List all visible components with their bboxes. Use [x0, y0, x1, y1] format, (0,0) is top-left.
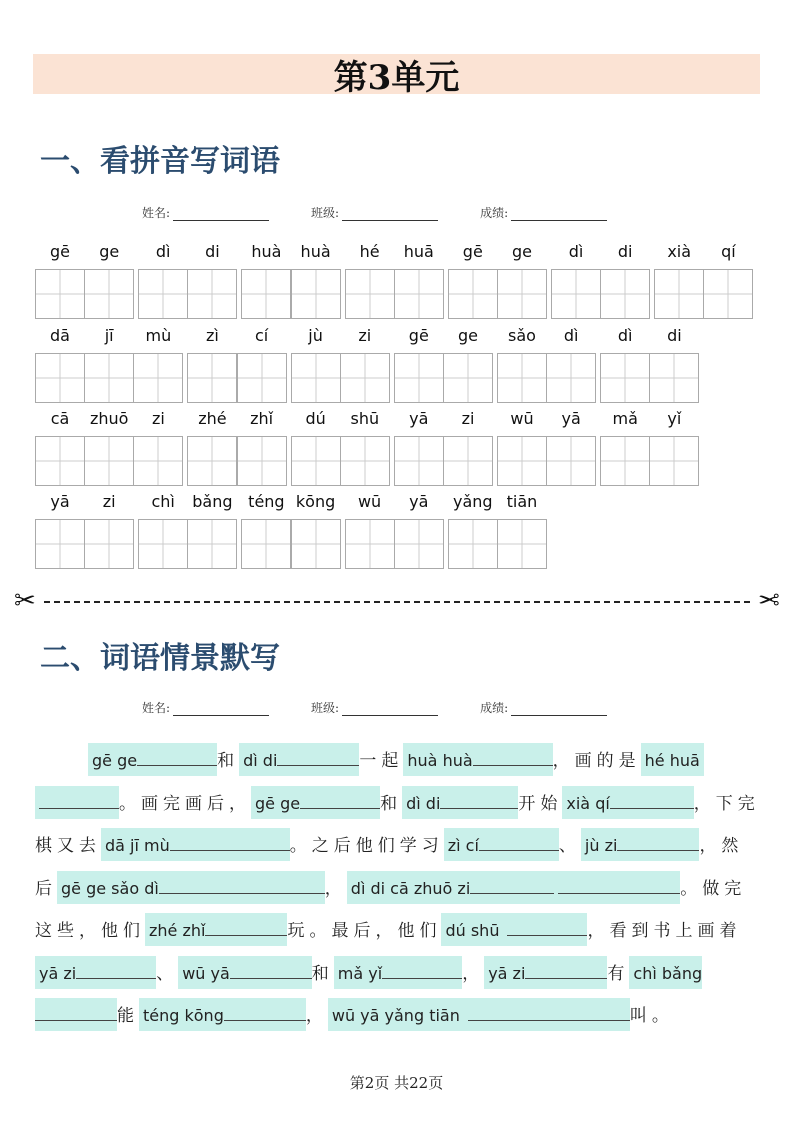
pinyin-syllable: mǎ: [612, 409, 638, 428]
blank-pinyin: zì cí: [447, 836, 479, 855]
blank-underline: [440, 794, 518, 809]
dashed-divider: [44, 601, 750, 603]
pinyin-syllable: jù: [308, 326, 323, 345]
answer-blank[interactable]: [35, 956, 156, 989]
answer-blank[interactable]: [581, 828, 700, 861]
pinyin-syllable: gē: [408, 326, 429, 345]
name-label: 姓名:: [142, 701, 171, 715]
pinyin-syllable: tiān: [506, 492, 538, 511]
pinyin-syllable: dì: [568, 242, 584, 261]
name-label: 姓名:: [142, 206, 171, 220]
pinyin-syllable: gē: [462, 242, 483, 261]
writing-cell[interactable]: [497, 519, 547, 569]
writing-cell[interactable]: [600, 353, 650, 403]
pinyin-syllable: yǎng: [453, 492, 493, 511]
writing-cell[interactable]: [35, 519, 85, 569]
blank-underline: [224, 1006, 306, 1021]
pinyin-syllable: chì: [151, 492, 175, 511]
pinyin-syllable: yǐ: [667, 409, 682, 428]
fill-in-passage: [35, 740, 760, 1038]
answer-blank[interactable]: [403, 743, 552, 776]
pinyin-syllable: kōng: [295, 492, 336, 511]
writing-cell[interactable]: [237, 353, 287, 403]
scissors-icon: ✂: [14, 586, 36, 616]
pinyin-syllable: shū: [350, 409, 380, 428]
blank-pinyin: téng kōng: [143, 1006, 224, 1025]
pinyin-syllable: dì: [155, 242, 171, 261]
blank-pinyin: dì di: [243, 751, 278, 770]
pinyin-syllable: ge: [512, 242, 532, 261]
pinyin-syllable: bǎng: [192, 492, 233, 511]
pinyin-syllable: di: [617, 242, 633, 261]
class-label: 班级:: [311, 206, 340, 220]
blank-pinyin: gē ge: [92, 751, 138, 770]
passage-text: 一起: [359, 751, 404, 771]
writing-cell[interactable]: [291, 436, 341, 486]
pinyin-syllable: zhé: [198, 409, 227, 428]
blank-pinyin: wū yā: [182, 963, 230, 983]
cut-line: [14, 586, 780, 616]
pinyin-syllable: zi: [461, 409, 475, 428]
writing-cell[interactable]: [394, 269, 444, 319]
writing-cell[interactable]: [443, 436, 493, 486]
answer-blank[interactable]: [484, 956, 607, 989]
name-field[interactable]: [173, 208, 269, 221]
blank-pinyin: dú shū: [445, 921, 500, 940]
passage-text: ，下完棋又去: [35, 793, 760, 856]
score-field[interactable]: [511, 208, 607, 221]
pinyin-syllable: cā: [50, 409, 70, 428]
pinyin-syllable: téng: [248, 492, 285, 511]
blank-pinyin: dì di cā zhuō zi: [350, 878, 471, 898]
passage-text: 和: [311, 963, 334, 984]
passage-text: 。画完画后，: [119, 793, 251, 814]
blank-underline: [277, 751, 359, 766]
answer-blank[interactable]: [88, 743, 217, 776]
blank-pinyin: chì bǎng: [633, 963, 703, 983]
pinyin-syllable: gē: [50, 242, 70, 261]
writing-cell[interactable]: [35, 436, 85, 486]
answer-blank[interactable]: [139, 998, 306, 1031]
class-field[interactable]: [342, 208, 438, 221]
writing-cell[interactable]: [291, 353, 341, 403]
writing-cell[interactable]: [84, 269, 134, 319]
pinyin-syllable: ge: [99, 242, 120, 261]
writing-cell[interactable]: [546, 436, 596, 486]
blank-underline: [39, 794, 119, 809]
writing-cell[interactable]: [187, 353, 237, 403]
writing-cell[interactable]: [345, 269, 395, 319]
pinyin-syllable: yā: [409, 409, 429, 428]
writing-cell[interactable]: [551, 269, 601, 319]
answer-blank[interactable]: [641, 743, 704, 776]
writing-cell[interactable]: [133, 436, 183, 486]
pinyin-syllable: sǎo: [508, 326, 536, 345]
answer-blank[interactable]: [347, 871, 554, 904]
pinyin-syllable: qí: [721, 242, 736, 261]
passage-text: ，: [462, 963, 485, 984]
blank-pinyin: yā zi: [39, 963, 77, 983]
answer-blank[interactable]: [101, 828, 290, 861]
scissors-icon: ✂: [758, 586, 780, 616]
answer-blank[interactable]: [334, 956, 462, 989]
page-footer: 第2页 共22页: [349, 1074, 444, 1092]
writing-cell[interactable]: [654, 269, 704, 319]
writing-cell[interactable]: [291, 519, 341, 569]
blank-underline: [470, 879, 554, 894]
score-field[interactable]: [511, 703, 607, 716]
answer-blank[interactable]: [35, 786, 119, 819]
blank-pinyin: gē ge: [255, 793, 301, 813]
answer-blank[interactable]: [178, 956, 312, 989]
pinyin-syllable: hé: [359, 242, 380, 261]
unit-title: 第3单元: [333, 57, 460, 98]
passage-text: 有: [607, 963, 630, 984]
blank-underline: [159, 879, 325, 894]
blank-pinyin: xià qí: [566, 793, 610, 813]
pinyin-syllable: huā: [403, 242, 434, 261]
pinyin-syllable: di: [205, 242, 220, 261]
writing-cell[interactable]: [187, 436, 237, 486]
passage-text: ，: [324, 878, 347, 899]
pinyin-syllable: dì: [563, 326, 579, 345]
name-field[interactable]: [173, 703, 269, 716]
writing-cell[interactable]: [138, 269, 188, 319]
blank-underline: [610, 794, 694, 809]
blank-underline: [170, 836, 290, 851]
blank-underline: [558, 879, 680, 894]
writing-cell[interactable]: [394, 519, 444, 569]
blank-underline: [35, 1006, 117, 1021]
writing-cell[interactable]: [187, 269, 237, 319]
writing-cell[interactable]: [600, 436, 650, 486]
passage-text: ，看到书上画着: [587, 921, 742, 941]
section2-title: 二、词语情景默写: [40, 641, 280, 676]
writing-cell[interactable]: [649, 353, 699, 403]
blank-underline: [617, 836, 699, 851]
blank-pinyin: hé huā: [644, 751, 700, 770]
writing-cell[interactable]: [600, 269, 650, 319]
pinyin-syllable: zi: [151, 409, 165, 428]
passage-text: 和: [217, 751, 240, 771]
pinyin-syllable: ge: [458, 326, 478, 345]
student-info-2: [142, 699, 662, 716]
blank-underline: [137, 751, 217, 766]
passage-text: 和: [380, 793, 403, 814]
answer-blank[interactable]: [328, 998, 464, 1031]
pinyin-syllable: zi: [358, 326, 372, 345]
blank-underline: [507, 921, 587, 936]
writing-cell[interactable]: [84, 353, 134, 403]
pinyin-syllable: dú: [305, 409, 326, 428]
writing-cell[interactable]: [133, 353, 183, 403]
writing-cell[interactable]: [443, 353, 493, 403]
pinyin-syllable: cí: [254, 326, 269, 345]
blank-underline: [205, 921, 287, 936]
blank-underline: [525, 964, 607, 979]
class-field[interactable]: [342, 703, 438, 716]
writing-cell[interactable]: [649, 436, 699, 486]
writing-cell[interactable]: [448, 519, 498, 569]
blank-pinyin: dì di: [406, 793, 441, 813]
pinyin-syllable: dā: [50, 326, 70, 345]
writing-cell[interactable]: [291, 269, 341, 319]
blank-underline: [473, 751, 553, 766]
writing-cell[interactable]: [394, 436, 444, 486]
writing-cell[interactable]: [340, 436, 390, 486]
blank-underline: [479, 836, 559, 851]
writing-cell[interactable]: [448, 269, 498, 319]
pinyin-syllable: zhuō: [89, 409, 129, 428]
answer-blank[interactable]: [562, 786, 693, 819]
answer-blank[interactable]: [145, 913, 287, 946]
blank-underline: [230, 964, 312, 979]
blank-pinyin: jù zi: [584, 836, 618, 855]
pinyin-syllable: zì: [205, 326, 219, 345]
blank-underline: [468, 1006, 630, 1021]
pinyin-syllable: yā: [561, 409, 581, 428]
writing-cell[interactable]: [497, 269, 547, 319]
writing-cell[interactable]: [237, 436, 287, 486]
blank-pinyin: huà huà: [407, 751, 473, 770]
blank-underline: [382, 964, 462, 979]
writing-cell[interactable]: [35, 353, 85, 403]
pinyin-syllable: jī: [104, 326, 114, 345]
pinyin-syllable: mù: [145, 326, 172, 345]
blank-pinyin: gē ge sǎo dì: [61, 878, 159, 898]
blank-underline: [76, 964, 156, 979]
unit-title-bar: [33, 54, 760, 98]
pinyin-syllable: wū: [357, 492, 382, 511]
writing-cell[interactable]: [241, 519, 291, 569]
passage-text: 、: [156, 963, 179, 984]
writing-cell[interactable]: [84, 519, 134, 569]
passage-text: 叫。: [629, 1006, 674, 1026]
writing-cell[interactable]: [241, 269, 291, 319]
writing-cell[interactable]: [345, 519, 395, 569]
passage-text: ，: [305, 1006, 328, 1026]
section1-title: 一、看拼音写词语: [40, 144, 280, 179]
passage-text: 、: [558, 836, 581, 856]
passage-text: ，然后: [35, 836, 744, 899]
writing-cell[interactable]: [703, 269, 753, 319]
pinyin-syllable: xià: [667, 242, 692, 261]
writing-cell[interactable]: [394, 353, 444, 403]
blank-pinyin: mǎ yǐ: [337, 963, 383, 983]
writing-cell[interactable]: [187, 519, 237, 569]
pinyin-syllable: di: [667, 326, 682, 345]
pinyin-syllable: yā: [50, 492, 70, 511]
writing-cell[interactable]: [84, 436, 134, 486]
pinyin-syllable: zhǐ: [250, 409, 274, 428]
blank-pinyin: zhé zhǐ: [149, 921, 206, 940]
blank-pinyin: wū yā yǎng tiān: [331, 1006, 460, 1025]
pinyin-syllable: huà: [251, 242, 282, 261]
writing-cell[interactable]: [340, 353, 390, 403]
score-label: 成绩:: [480, 206, 509, 220]
writing-cell[interactable]: [35, 269, 85, 319]
writing-cell[interactable]: [497, 436, 547, 486]
score-label: 成绩:: [480, 701, 509, 715]
answer-blank[interactable]: [251, 786, 380, 819]
answer-blank[interactable]: [402, 786, 518, 819]
writing-cell[interactable]: [497, 353, 547, 403]
pinyin-syllable: yā: [409, 492, 429, 511]
pinyin-syllable: wū: [510, 409, 534, 428]
blank-pinyin: dā jī mù: [105, 836, 170, 855]
passage-text: 。之后他们学习: [289, 836, 444, 856]
passage-text: 玩。最后，他们: [287, 921, 442, 941]
student-info-1: [142, 204, 662, 221]
class-label: 班级:: [311, 701, 340, 715]
answer-blank[interactable]: [57, 871, 325, 904]
answer-blank[interactable]: [441, 913, 503, 946]
passage-text: 能: [117, 1006, 139, 1026]
writing-cell[interactable]: [138, 519, 188, 569]
pinyin-syllable: zi: [102, 492, 116, 511]
blank-underline: [300, 794, 380, 809]
answer-blank[interactable]: [503, 913, 587, 946]
pinyin-syllable: dì: [617, 326, 633, 345]
answer-blank[interactable]: [239, 743, 359, 776]
pinyin-syllable: huà: [300, 242, 331, 261]
answer-blank[interactable]: [554, 871, 680, 904]
passage-text: 。做完这些，他们: [35, 878, 747, 941]
answer-blank[interactable]: [444, 828, 559, 861]
blank-pinyin: yā zi: [488, 963, 526, 983]
passage-text: 开始: [518, 793, 563, 814]
writing-cell[interactable]: [546, 353, 596, 403]
passage-text: ，画的是: [552, 751, 641, 771]
answer-blank[interactable]: [464, 998, 630, 1031]
